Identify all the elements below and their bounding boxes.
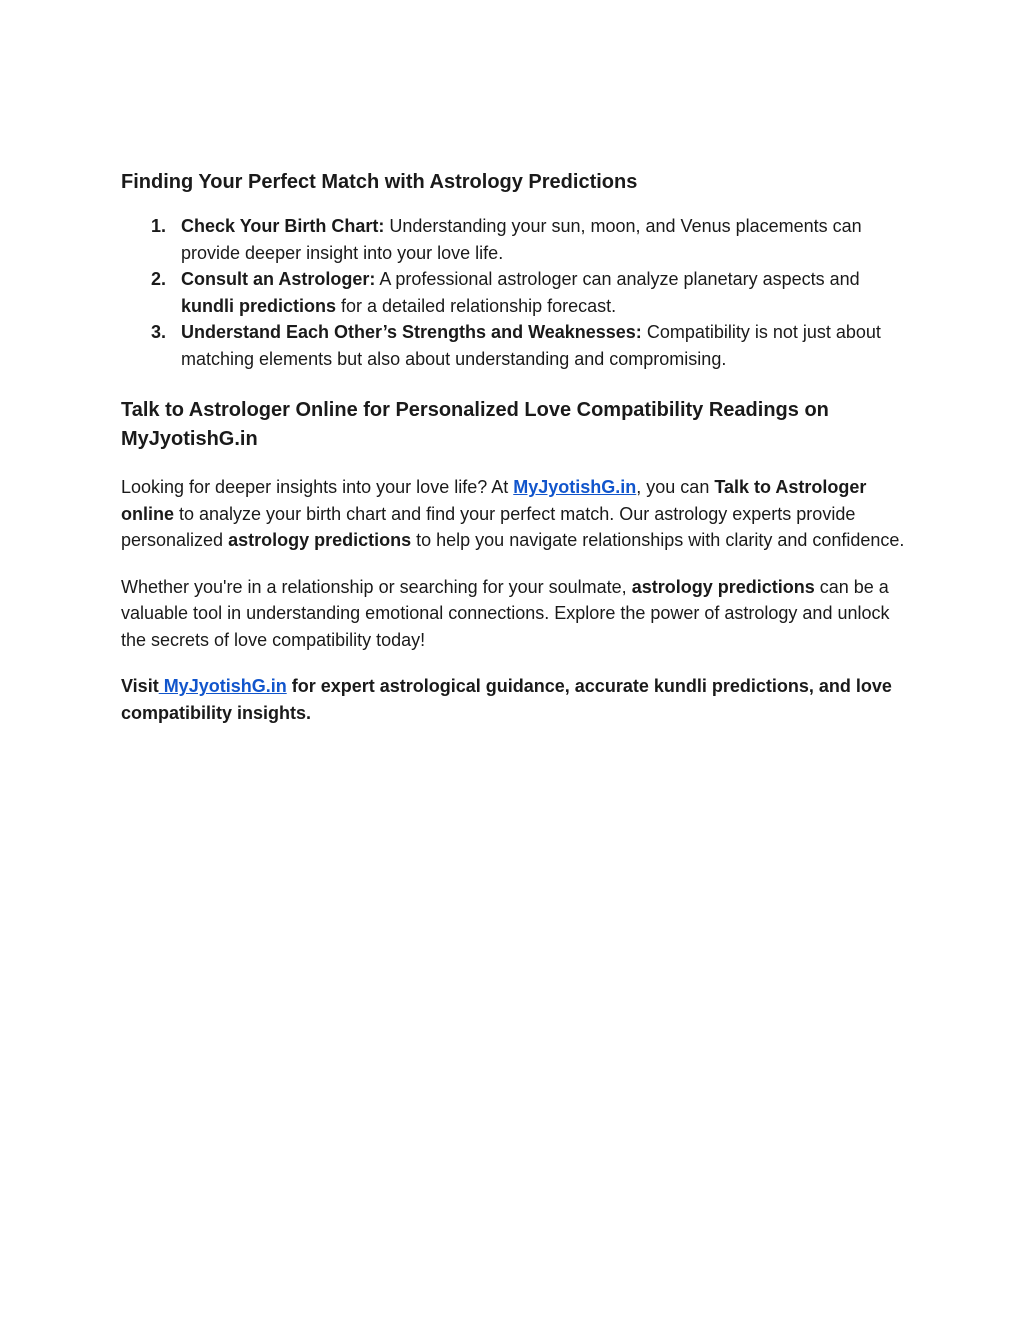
list-item-label: Check Your Birth Chart:: [181, 216, 385, 236]
list-item-text: Understanding your sun, moon, and Venus placements can provide deeper insight into your love life.: [181, 216, 862, 263]
list-item-label: Consult an Astrologer:: [181, 269, 376, 289]
paragraph-soulmate: [121, 574, 911, 654]
bold-term: Talk to Astrologer online: [121, 477, 867, 524]
list-number: 3.: [151, 322, 167, 342]
list-item: [121, 319, 911, 372]
paragraph-intro: [121, 474, 911, 554]
myjyotishg-link[interactable]: MyJyotishG.in: [513, 477, 637, 497]
tips-list: [121, 213, 911, 372]
paragraph-call-to-action: [121, 673, 911, 726]
myjyotishg-link[interactable]: MyJyotishG.in: [158, 676, 287, 696]
bold-term: Visit: [121, 676, 159, 696]
bold-term: astrology predictions: [631, 576, 815, 597]
list-item-text: A professional astrologer can analyze planetary aspects and: [375, 269, 860, 289]
paragraph-text: Looking for deeper insights into your love life? At: [121, 477, 514, 497]
list-item: [121, 266, 911, 319]
paragraph-text: to help you navigate relationships with clarity and confidence.: [411, 530, 905, 550]
list-item: [121, 213, 911, 266]
list-item-bold-term: kundli predictions: [181, 295, 337, 316]
list-item-label: Understand Each Other’s Strengths and Weaknesses:: [181, 322, 642, 342]
list-item-text: Compatibility is not just about matching elements but also about understanding and compromising.: [181, 322, 881, 369]
bold-term: for expert astrological guidance, accurate kundli predictions, and love compatibility insights.: [121, 676, 892, 723]
document-content: [121, 168, 911, 746]
section-heading-finding-match: Finding Your Perfect Match with Astrology Predictions: [121, 171, 638, 193]
list-number: 1.: [151, 216, 167, 236]
bold-term: astrology predictions: [228, 530, 412, 550]
section-heading-talk-to-astrologer: Talk to Astrologer Online for Personalized Love Compatibility Readings on MyJyotishG.in: [121, 399, 829, 450]
list-number: 2.: [151, 269, 167, 289]
list-item-text: for a detailed relationship forecast.: [336, 295, 617, 316]
paragraph-text: , you can: [636, 477, 715, 497]
paragraph-text: to analyze your birth chart and find your perfect match. Our astrology experts provide personalized: [121, 503, 856, 550]
paragraph-text: can be a valuable tool in understanding emotional connections. Explore the power of astrology and unlock the secrets of love compatibility today!: [121, 576, 890, 650]
paragraph-text: Whether you're in a relationship or searching for your soulmate,: [121, 576, 632, 597]
